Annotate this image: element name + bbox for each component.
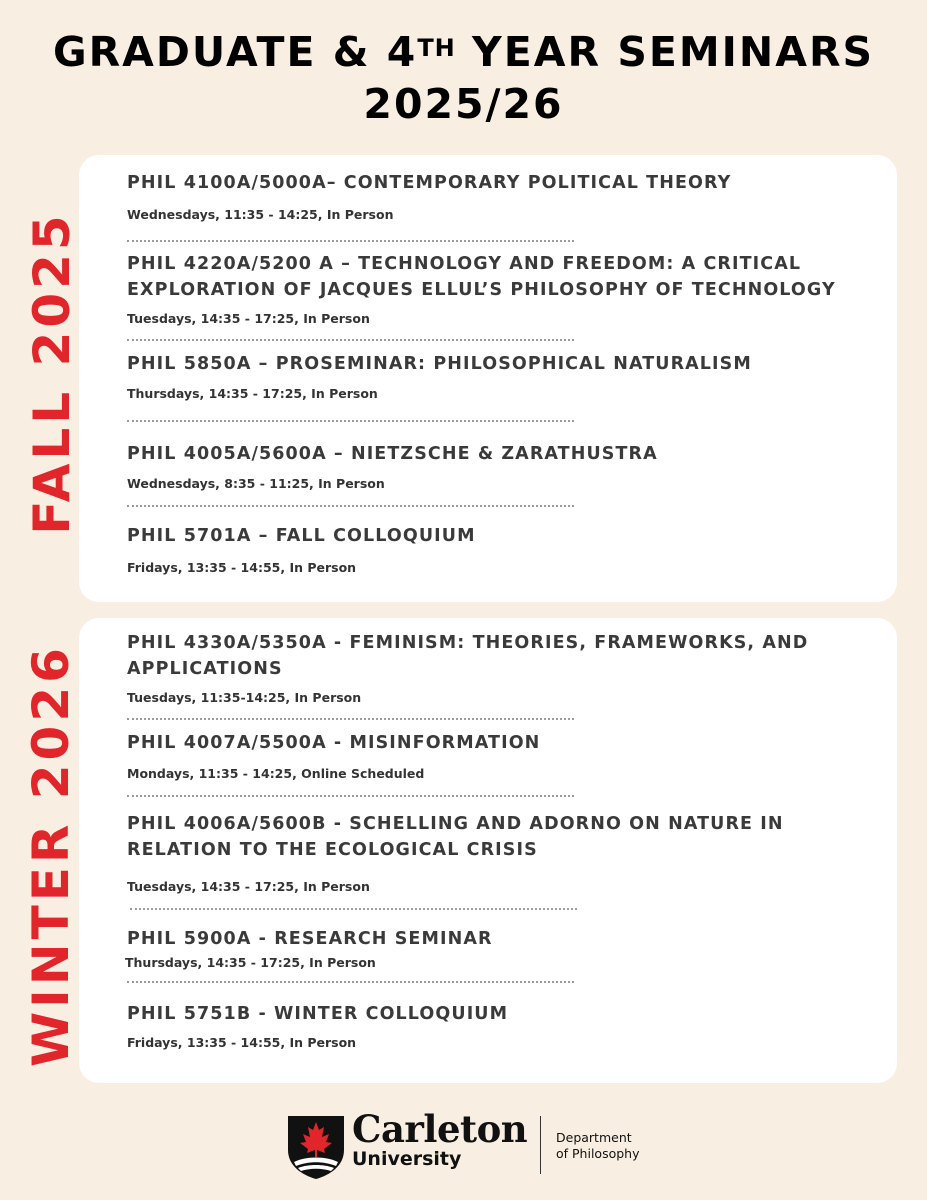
divider <box>130 908 577 910</box>
divider <box>127 981 574 983</box>
course-item <box>127 441 867 491</box>
course-time: Thursdays, 14:35 - 17:25, In Person <box>127 386 378 401</box>
course-title: PHIL 5751B - WINTER COLLOQUIUM <box>127 1004 509 1024</box>
divider <box>127 795 574 797</box>
brand-sub: University <box>352 1148 462 1170</box>
brand-name: Carleton <box>352 1107 528 1151</box>
course-title: PHIL 4007A/5500A - MISINFORMATION <box>127 733 541 753</box>
course-item <box>127 251 867 326</box>
course-title: PHIL 4100A/5000A– CONTEMPORARY POLITICAL THEORY <box>127 173 732 193</box>
course-item <box>127 630 867 705</box>
course-time: Fridays, 13:35 - 14:55, In Person <box>127 1035 357 1050</box>
winter-term-label: WINTER 2026 <box>22 644 80 1067</box>
course-item <box>127 926 867 970</box>
course-title: PHIL 5850A – PROSEMINAR: PHILOSOPHICAL NATURALISM <box>127 354 752 374</box>
course-time: Tuesdays, 14:35 - 17:25, In Person <box>127 311 370 326</box>
course-time: Wednesdays, 11:35 - 14:25, In Person <box>127 207 394 222</box>
course-time: Mondays, 11:35 - 14:25, Online Scheduled <box>127 766 425 781</box>
course-title: PHIL 4006A/5600B - SCHELLING AND ADORNO ON NATURE IN RELATION TO THE ECOLOGICAL CRISIS <box>127 814 784 860</box>
course-title: PHIL 5701A – FALL COLLOQUIUM <box>127 526 476 546</box>
page-title <box>0 26 927 130</box>
divider <box>127 505 574 507</box>
fall-term-label: FALL 2025 <box>23 211 81 535</box>
course-title: PHIL 4220A/5200 A – TECHNOLOGY AND FREEDOM: A CRITICAL EXPLORATION OF JACQUES ELLUL’S PHILOSOPHY OF TECHNOLOGY <box>127 254 836 300</box>
course-item <box>127 170 867 222</box>
course-item <box>127 351 867 401</box>
department-line-2: of Philosophy <box>556 1146 640 1161</box>
title-line-1 <box>0 26 927 78</box>
course-title: PHIL 4005A/5600A – NIETZSCHE & ZARATHUSTRA <box>127 444 658 464</box>
divider <box>127 240 574 242</box>
title-text-post: YEAR SEMINARS <box>455 28 875 76</box>
title-line-2: 2025/26 <box>363 80 564 128</box>
course-time: Tuesdays, 11:35-14:25, In Person <box>127 690 362 705</box>
carleton-shield-logo <box>286 1112 346 1180</box>
department-name <box>556 1130 640 1162</box>
course-time: Wednesdays, 8:35 - 11:25, In Person <box>127 476 385 491</box>
title-text-pre: GRADUATE & 4 <box>52 28 418 76</box>
course-item <box>127 730 867 781</box>
course-title: PHIL 5900A - RESEARCH SEMINAR <box>127 929 493 949</box>
divider <box>127 339 574 341</box>
course-item <box>127 523 867 575</box>
course-title: PHIL 4330A/5350A - FEMINISM: THEORIES, FRAMEWORKS, AND APPLICATIONS <box>127 633 809 679</box>
title-superscript: TH <box>417 34 456 62</box>
course-time: Fridays, 13:35 - 14:55, In Person <box>127 560 357 575</box>
divider <box>127 718 574 720</box>
divider <box>127 420 574 422</box>
course-item <box>127 1001 867 1050</box>
department-line-1: Department <box>556 1130 632 1145</box>
university-wordmark <box>352 1108 527 1170</box>
course-item <box>127 811 867 894</box>
footer-separator <box>540 1116 541 1174</box>
course-time: Thursdays, 14:35 - 17:25, In Person <box>125 955 376 970</box>
course-time: Tuesdays, 14:35 - 17:25, In Person <box>127 879 370 894</box>
